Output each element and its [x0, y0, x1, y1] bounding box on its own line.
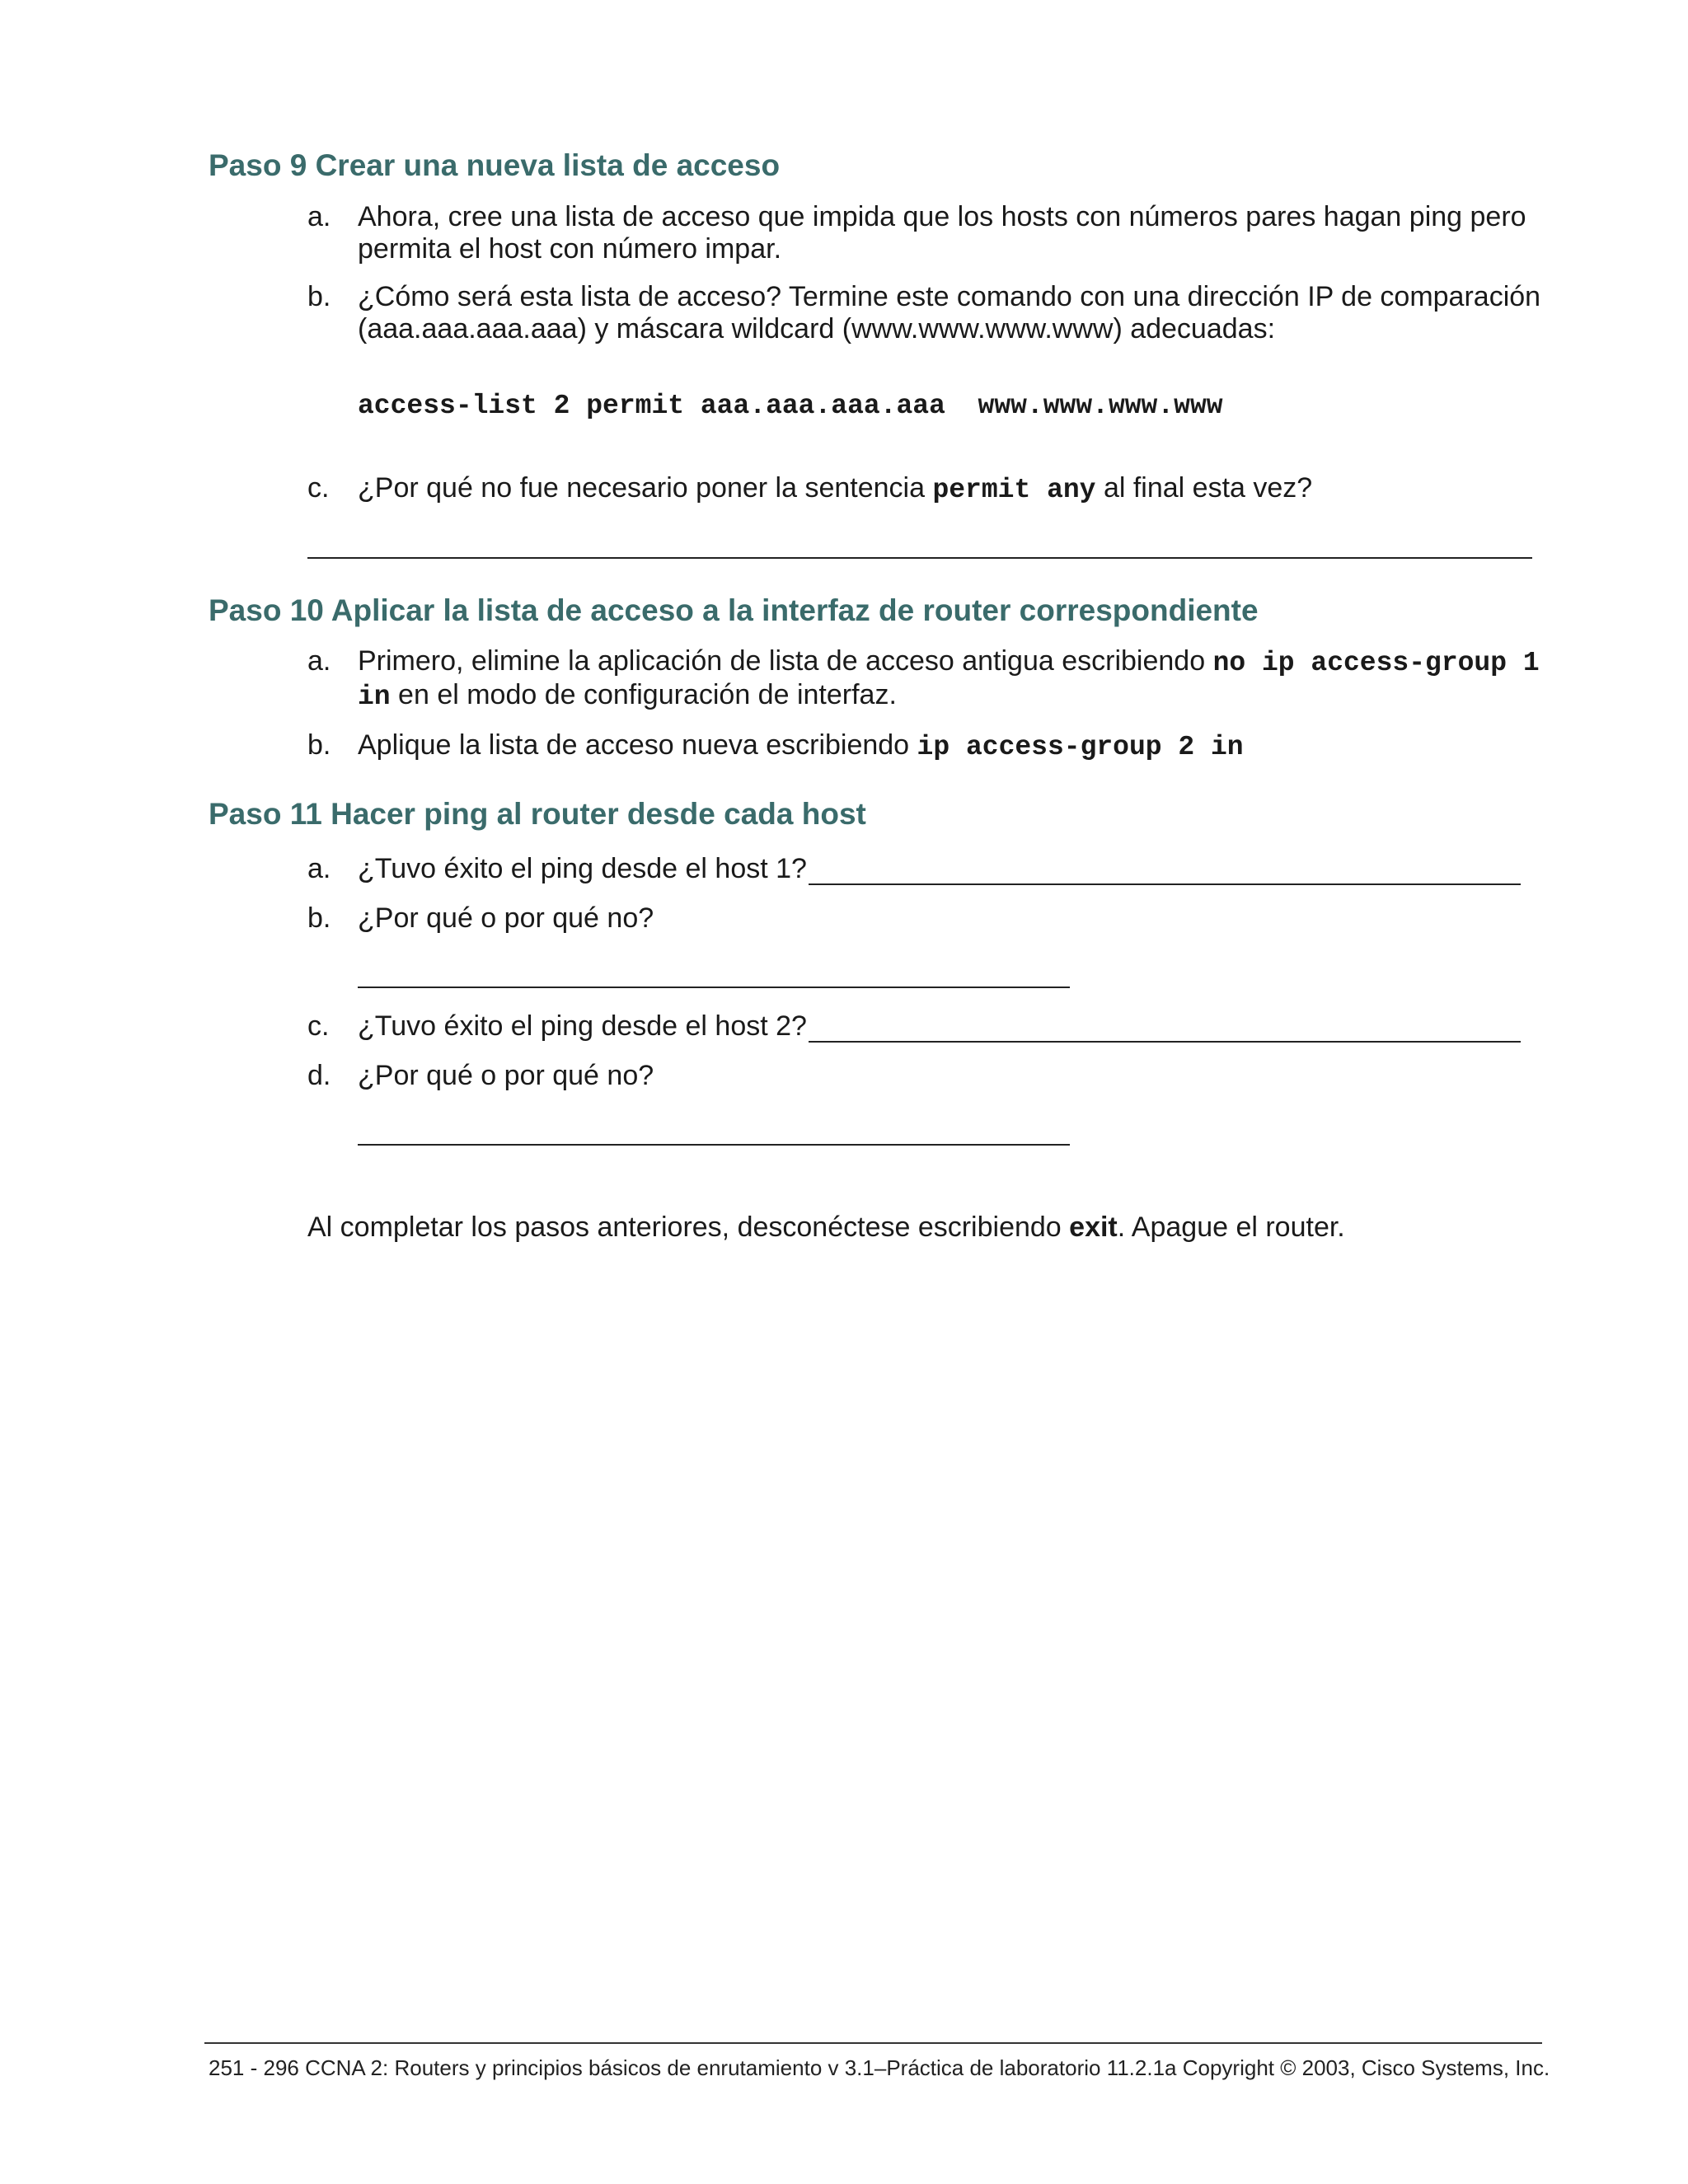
item-marker: a. [307, 645, 331, 677]
item-text-part: Aplique la lista de acceso nueva escribiendo [358, 729, 917, 761]
item-text-part: ¿Tuvo éxito el ping desde el host 2? [358, 1010, 807, 1042]
answer-line-step-11b[interactable] [358, 987, 1070, 988]
page-footer: 251 - 296 CCNA 2: Routers y principios básicos de enrutamiento v 3.1–Práctica de laboratorio 11.2.1a Copyright © 2003, Cisco Systems, Inc. [209, 2055, 1550, 2080]
item-text-line: (aaa.aaa.aaa.aaa) y máscara wildcard (www.www.www.www) adecuadas: [358, 313, 1276, 344]
item-text [358, 902, 1688, 935]
exit-command: exit [1069, 1212, 1118, 1243]
item-text [358, 1010, 1688, 1043]
item-text [358, 729, 1688, 763]
closing-text-part: Al completar los pasos anteriores, desconéctese escribiendo [307, 1212, 1070, 1243]
inline-code: permit any [932, 475, 1096, 505]
item-marker: c. [307, 1010, 330, 1042]
item-text-line: Ahora, cree una lista de acceso que impida que los hosts con números pares hagan ping pero [358, 201, 1526, 232]
answer-line-step-11d[interactable] [358, 1144, 1070, 1146]
item-text-line: permita el host con número impar. [358, 233, 782, 265]
answer-line-step-11c[interactable] [809, 1041, 1521, 1043]
item-text-part: ¿Por qué o por qué no? [358, 902, 654, 934]
inline-code: no ip access-group 1 [1212, 648, 1540, 678]
footer-divider [204, 2042, 1542, 2044]
item-marker: c. [307, 472, 330, 504]
item-text-part: ¿Por qué no fue necesario poner la sentencia [358, 472, 933, 504]
item-text [358, 472, 1688, 506]
item-text-part: en el modo de configuración de interfaz. [390, 679, 897, 710]
step-9-heading: Paso 9 Crear una nueva lista de acceso [209, 148, 781, 182]
item-marker: b. [307, 729, 331, 761]
answer-line-step-9c[interactable] [307, 557, 1532, 559]
closing-instruction [307, 1212, 1345, 1244]
access-list-command: access-list 2 permit aaa.aaa.aaa.aaa www.www.www.www [358, 391, 1223, 421]
inline-code: in [358, 682, 391, 712]
item-text-part: Primero, elimine la aplicación de lista de acceso antigua escribiendo [358, 645, 1213, 677]
closing-text-part: . Apague el router. [1117, 1212, 1345, 1243]
item-text [358, 853, 1688, 885]
item-text [358, 281, 1688, 345]
item-marker: a. [307, 201, 331, 232]
item-text [358, 1060, 1688, 1092]
item-text [358, 201, 1688, 265]
step-10-heading: Paso 10 Aplicar la lista de acceso a la interfaz de router correspondiente [209, 593, 1259, 627]
item-marker: b. [307, 902, 331, 934]
item-marker: a. [307, 853, 331, 884]
answer-line-step-11a[interactable] [809, 883, 1521, 885]
item-marker: d. [307, 1060, 331, 1091]
step-11-heading: Paso 11 Hacer ping al router desde cada host [209, 797, 866, 831]
item-text-part: ¿Tuvo éxito el ping desde el host 1? [358, 853, 807, 884]
item-text-line: ¿Cómo será esta lista de acceso? Termine este comando con una dirección IP de comparación [358, 281, 1541, 312]
item-text [358, 645, 1688, 713]
item-text-part: ¿Por qué o por qué no? [358, 1060, 654, 1091]
inline-code: ip access-group 2 in [917, 732, 1244, 762]
item-text-part: al final esta vez? [1095, 472, 1313, 504]
item-marker: b. [307, 281, 331, 312]
